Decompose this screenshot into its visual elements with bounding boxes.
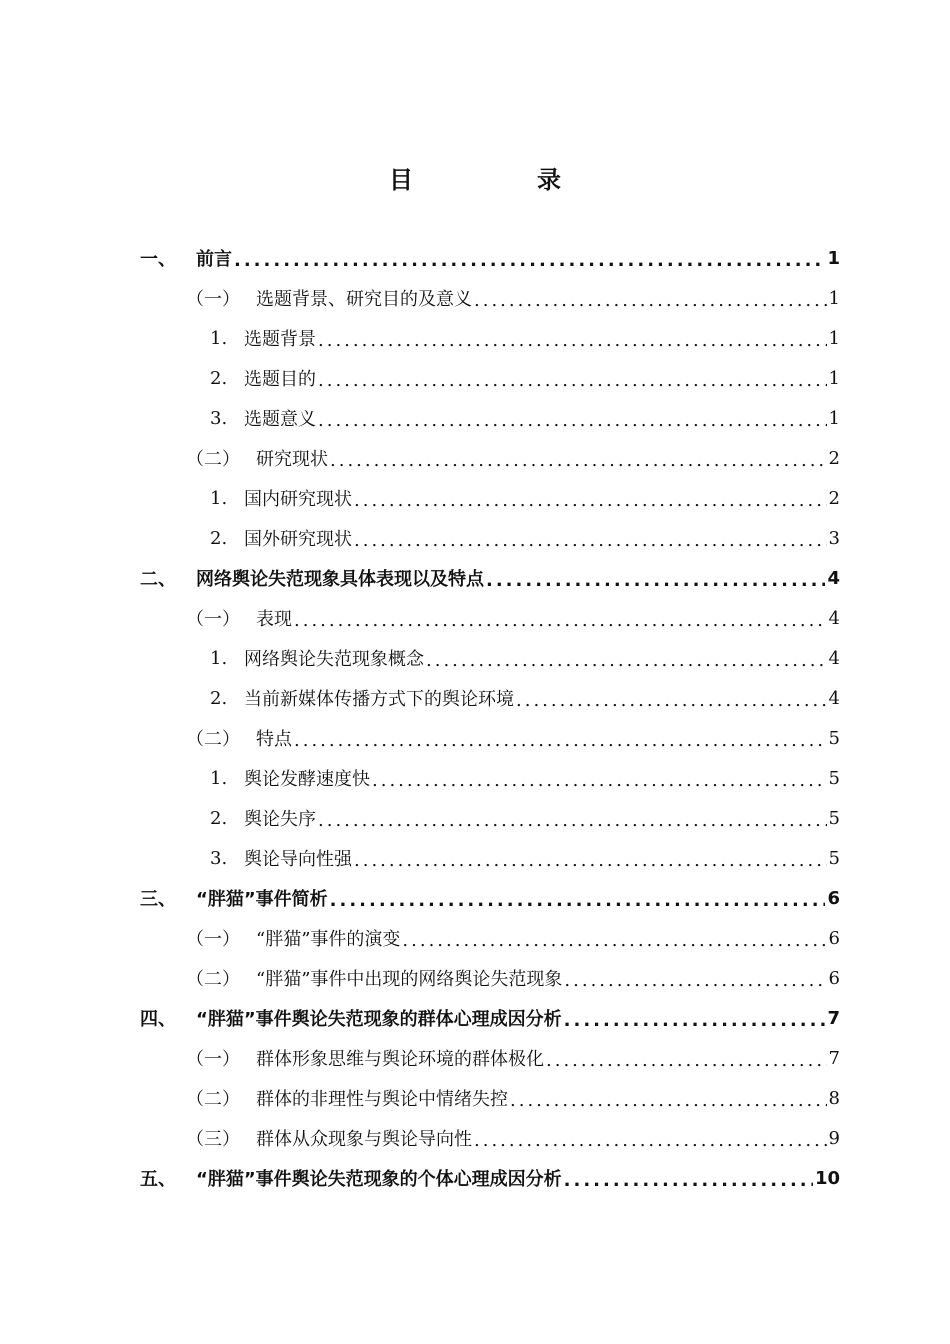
toc-entry-page: 10 [814,1167,840,1189]
toc-entry-number: 3. [210,407,228,429]
toc-entry-level-3[interactable] [140,758,840,798]
toc-entry-title: “胖猫”事件舆论失范现象的个体心理成因分析 [196,1169,562,1190]
dot-leader [486,570,825,591]
toc-entry-level-2[interactable] [140,598,840,638]
dot-leader [474,1130,827,1151]
toc-entry-page: 1 [828,287,840,309]
toc-entry-title: 国外研究现状 [244,529,352,550]
toc-entry-number: 五、 [140,1169,176,1190]
toc-entry-level-3[interactable] [140,398,840,438]
toc-entry-page: 5 [828,807,840,829]
dot-leader [426,650,827,671]
dot-leader [402,930,826,951]
toc-entry-title: 特点 [256,729,292,750]
toc-entry-level-1[interactable] [140,878,840,918]
toc-entry-level-1[interactable] [140,558,840,598]
toc-entry-page: 5 [828,847,840,869]
toc-entry-page: 1 [828,407,840,429]
dot-leader [354,850,827,871]
toc-entry-number: （二） [186,729,240,750]
toc-entry-level-3[interactable] [140,638,840,678]
toc-entry-number: （一） [186,929,240,950]
toc-entry-page: 4 [828,607,840,629]
toc-entry-number: （二） [186,1089,240,1110]
toc-entry-level-3[interactable] [140,798,840,838]
toc-entry-level-3[interactable] [140,318,840,358]
toc-entry-page: 2 [828,447,840,469]
table-of-contents [140,238,840,1198]
dot-leader [372,770,827,791]
toc-entry-page: 1 [827,247,840,269]
toc-entry-level-2[interactable] [140,438,840,478]
toc-entry-number: 2. [210,807,228,829]
toc-entry-number: 3. [210,847,228,869]
toc-entry-page: 5 [828,727,840,749]
toc-entry-level-3[interactable] [140,518,840,558]
toc-entry-level-2[interactable] [140,278,840,318]
dot-leader [330,450,827,471]
toc-entry-number: 四、 [140,1009,176,1030]
toc-entry-title: 前言 [196,249,232,270]
toc-entry-page: 1 [828,327,840,349]
toc-entry-number: （二） [186,969,240,990]
dot-leader [318,410,827,431]
toc-entry-level-3[interactable] [140,358,840,398]
toc-entry-level-2[interactable] [140,1038,840,1078]
toc-entry-number: 2. [210,687,228,709]
dot-leader [510,1090,827,1111]
toc-entry-level-1[interactable] [140,238,840,278]
toc-entry-page: 4 [828,687,840,709]
toc-entry-title: 选题意义 [244,409,316,430]
toc-entry-title: 舆论导向性强 [244,849,352,870]
toc-entry-number: 1. [210,767,228,789]
toc-entry-level-2[interactable] [140,958,840,998]
toc-entry-number: 1. [210,487,228,509]
dot-leader [564,970,826,991]
toc-entry-title: 选题背景、研究目的及意义 [256,289,472,310]
toc-entry-number: 1. [210,647,228,669]
toc-entry-number: 三、 [140,889,176,910]
toc-entry-number: 一、 [140,249,176,270]
toc-entry-number: （一） [186,1049,240,1070]
toc-entry-title: 舆论发酵速度快 [244,769,370,790]
toc-entry-level-1[interactable] [140,998,840,1038]
dot-leader [516,690,827,711]
toc-entry-page: 6 [828,967,840,989]
toc-entry-page: 2 [828,487,840,509]
toc-entry-level-3[interactable] [140,478,840,518]
toc-entry-title: 网络舆论失范现象具体表现以及特点 [196,569,484,590]
dot-leader [474,290,827,311]
toc-entry-number: （一） [186,289,240,310]
toc-entry-title: 群体从众现象与舆论导向性 [256,1129,472,1150]
toc-entry-level-2[interactable] [140,1078,840,1118]
toc-entry-title: 群体形象思维与舆论环境的群体极化 [256,1049,544,1070]
toc-entry-title: 群体的非理性与舆论中情绪失控 [256,1089,508,1110]
toc-entry-level-3[interactable] [140,678,840,718]
toc-title: 目 录 [389,166,611,194]
dot-leader [318,330,827,351]
toc-entry-number: （一） [186,609,240,630]
toc-entry-title: “胖猫”事件的演变 [256,929,401,950]
toc-entry-level-3[interactable] [140,838,840,878]
toc-entry-page: 6 [828,927,840,949]
toc-entry-title: 当前新媒体传播方式下的舆论环境 [244,689,514,710]
dot-leader [318,370,827,391]
toc-entry-title: 选题目的 [244,369,316,390]
dot-leader [234,250,825,271]
toc-entry-title: 表现 [256,609,292,630]
toc-entry-page: 4 [828,647,840,669]
toc-entry-number: 1. [210,327,228,349]
dot-leader [294,610,827,631]
toc-entry-page: 6 [827,887,840,909]
dot-leader [564,1170,813,1191]
toc-entry-title: 网络舆论失范现象概念 [244,649,424,670]
toc-entry-page: 5 [828,767,840,789]
toc-entry-page: 1 [828,367,840,389]
toc-entry-page: 7 [827,1007,840,1029]
toc-entry-page: 8 [828,1087,840,1109]
toc-entry-title: 舆论失序 [244,809,316,830]
toc-entry-title: 研究现状 [256,449,328,470]
toc-entry-page: 7 [828,1047,840,1069]
toc-entry-title: “胖猫”事件简析 [196,889,328,910]
dot-leader [546,1050,827,1071]
toc-entry-level-2[interactable] [140,1118,840,1158]
toc-entry-page: 4 [827,567,840,589]
toc-entry-number: 二、 [140,569,176,590]
dot-leader [354,490,827,511]
toc-entry-number: （三） [186,1129,240,1150]
toc-entry-number: （二） [186,449,240,470]
toc-entry-title: “胖猫”事件舆论失范现象的群体心理成因分析 [196,1009,562,1030]
toc-entry-page: 3 [828,527,840,549]
toc-entry-title: 国内研究现状 [244,489,352,510]
dot-leader [564,1010,826,1031]
toc-entry-page: 9 [828,1127,840,1149]
toc-entry-level-2[interactable] [140,918,840,958]
toc-entry-number: 2. [210,527,228,549]
toc-entry-title: “胖猫”事件中出现的网络舆论失范现象 [256,969,563,990]
dot-leader [318,810,827,831]
toc-entry-level-1[interactable] [140,1158,840,1198]
dot-leader [330,890,826,911]
dot-leader [294,730,827,751]
dot-leader [354,530,827,551]
toc-entry-level-2[interactable] [140,718,840,758]
toc-entry-number: 2. [210,367,228,389]
toc-entry-title: 选题背景 [244,329,316,350]
